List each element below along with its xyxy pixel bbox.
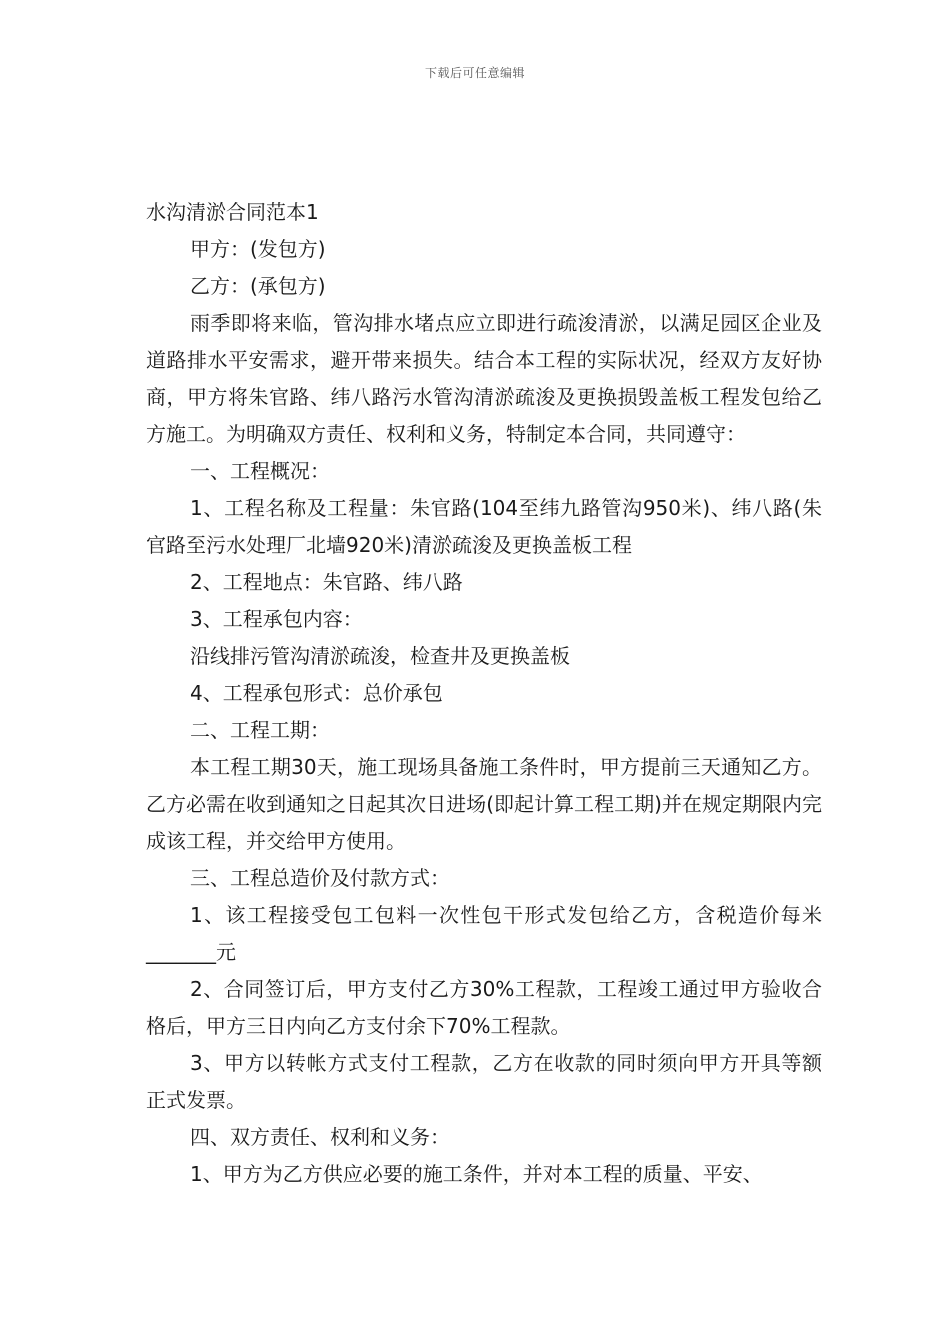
- section-1-item-1: 1、工程名称及工程量：朱官路(104至纬九路管沟950米)、纬八路(朱官路至污水处理厂北墙920米)清淤疏浚及更换盖板工程: [146, 496, 822, 557]
- document-title: 水沟清淤合同范本1: [146, 200, 319, 224]
- section-3-title: 三、工程总造价及付款方式：: [190, 866, 450, 890]
- contract-document: [146, 194, 822, 1193]
- section-1-item-4: 4、工程承包形式：总价承包: [190, 681, 443, 705]
- party-a-line: 甲方：(发包方): [190, 237, 326, 261]
- section-3-item-1: 1、该工程接受包工包料一次性包干形式发包给乙方，含税造价每米_______元: [146, 903, 822, 964]
- intro-paragraph: 雨季即将来临，管沟排水堵点应立即进行疏浚清淤，以满足园区企业及道路排水平安需求，避开带来损失。结合本工程的实际状况，经双方友好协商，甲方将朱官路、纬八路污水管沟清淤疏浚及更换损毁盖板工程发包给乙方施工。为明确双方责任、权利和义务，特制定本合同，共同遵守：: [146, 311, 822, 446]
- section-4-item-1: 1、甲方为乙方供应必要的施工条件，并对本工程的质量、平安、: [190, 1162, 763, 1186]
- section-1-title: 一、工程概况：: [190, 459, 330, 483]
- section-1-item-3-detail: 沿线排污管沟清淤疏浚，检查井及更换盖板: [190, 644, 570, 668]
- section-2-paragraph: 本工程工期30天，施工现场具备施工条件时，甲方提前三天通知乙方。乙方必需在收到通知之日起其次日进场(即起计算工程工期)并在规定期限内完成该工程，并交给甲方使用。: [146, 755, 822, 853]
- section-2-title: 二、工程工期：: [190, 718, 330, 742]
- section-1-item-2: 2、工程地点：朱官路、纬八路: [190, 570, 463, 594]
- section-3-item-2: 2、合同签订后，甲方支付乙方30%工程款，工程竣工通过甲方验收合格后，甲方三日内向乙方支付余下70%工程款。: [146, 977, 822, 1038]
- section-1-item-3: 3、工程承包内容：: [190, 607, 363, 631]
- party-b-line: 乙方：(承包方): [190, 274, 326, 298]
- page-header-note: 下载后可任意编辑: [424, 66, 525, 80]
- section-3-item-3: 3、甲方以转帐方式支付工程款，乙方在收款的同时须向甲方开具等额正式发票。: [146, 1051, 822, 1112]
- section-4-title: 四、双方责任、权利和义务：: [190, 1125, 450, 1149]
